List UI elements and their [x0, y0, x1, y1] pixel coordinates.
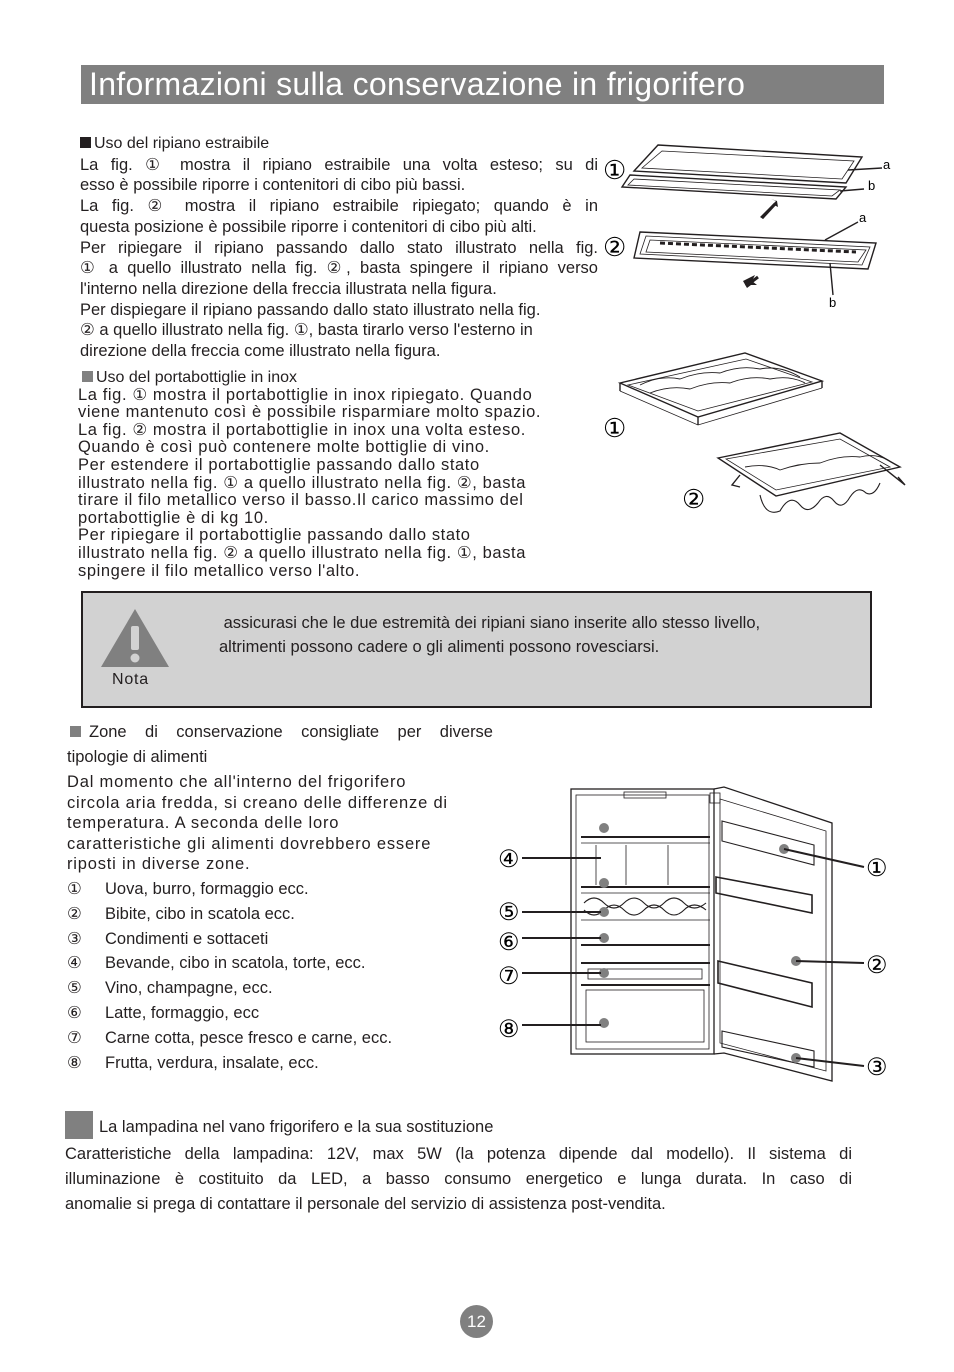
label-a: a: [859, 210, 867, 225]
page-number: 12: [460, 1305, 493, 1338]
zones-list: [67, 877, 392, 1075]
shelf-heading: Uso del ripiano estraibile: [80, 134, 598, 155]
page-title: Informazioni sulla conservazione in frigorifero: [89, 66, 746, 102]
fig1-label: ①: [603, 156, 627, 186]
shelf-text-line: ② a quello illustrato nella fig. ①, basta tirarlo verso l'esterno in: [80, 321, 533, 340]
zone-label-7: ⑦: [498, 962, 520, 990]
lamp-text-line: illuminazione è costituito da LED, a basso consumo energetico e lunga durata. In caso di: [65, 1170, 852, 1188]
bottle-text-line: La fig. ① mostra il portabottiglie in inox ripiegato. Quando: [78, 385, 533, 404]
zones-intro-line: circola aria fredda, si creano delle differenze di: [67, 793, 448, 812]
bottle-heading: Uso del portabottiglie in inox: [82, 369, 603, 387]
bottle-rack-figure: [600, 345, 910, 530]
list-item: ③ Condimenti e sottaceti: [67, 929, 269, 948]
bullet-square-icon: [70, 726, 81, 737]
zones-intro-line: riposti in diverse zone.: [67, 855, 251, 873]
bottle-text-line: La fig. ② mostra il portabottiglie in inox una volta esteso.: [78, 420, 526, 439]
shelf-text-line: Per ripiegare il ripiano passando dallo stato illustrato nella fig.: [80, 238, 598, 257]
zone-label-1: ①: [866, 854, 888, 882]
bottle-text-line: illustrato nella fig. ① a quello illustrato nella fig. ②, basta: [78, 473, 527, 492]
zone-label-5: ⑤: [498, 898, 520, 926]
bottle-text-line: portabottiglie è di kg 10.: [78, 508, 269, 527]
label-b: b: [868, 178, 876, 193]
zones-intro-line: Dal momento che all'interno del frigorifero: [67, 773, 407, 791]
shelf-text-line: direzione della freccia come illustrato nella figura.: [80, 342, 441, 361]
bottle-text-line: Per estendere il portabottiglie passando dallo stato: [78, 455, 480, 474]
bottle-text-line: spingere il filo metallico verso l'alto.: [78, 561, 361, 580]
fig2-label: ②: [682, 485, 706, 515]
zones-section: [67, 720, 493, 875]
list-item: ① Uova, burro, formaggio ecc.: [67, 880, 309, 898]
list-item: ② Bibite, cibo in scatola ecc.: [67, 904, 295, 923]
lamp-text-line: anomalie si prega di contattare il personale del servizio di assistenza post-vendita.: [65, 1195, 666, 1213]
note-label: Nota: [112, 671, 149, 688]
note-line: altrimenti possono cadere o gli alimenti possono rovesciarsi.: [219, 638, 660, 656]
note-text: [219, 611, 760, 659]
zone-label-4: ④: [498, 845, 520, 873]
bottle-text-line: Per ripiegare il portabottiglie passando dallo stato: [78, 526, 471, 545]
bullet-square-icon: [80, 137, 91, 148]
shelf-text-line: Per dispiegare il ripiano passando dallo stato illustrato nella fig.: [80, 300, 541, 319]
fig2-label: ②: [603, 233, 627, 263]
bullet-square-icon: [65, 1111, 93, 1139]
lamp-text-line: Caratteristiche della lampadina: 12V, max 5W (la potenza dipende dal modello). Il sistema di: [65, 1145, 852, 1163]
shelf-figure: [600, 135, 900, 315]
bottle-text-line: viene mantenuto così è possibile risparmiare molto spazio.: [78, 403, 542, 422]
zones-intro-line: caratteristiche gli alimenti dovrebbero essere: [67, 834, 432, 853]
shelf-text-line: La fig. ② mostra il ripiano estraibile ripiegato; quando è in: [80, 197, 598, 216]
list-item: ⑦ Carne cotta, pesce fresco e carne, ecc.: [67, 1028, 393, 1047]
lamp-section: [65, 1111, 852, 1217]
bottle-text-line: Quando è così può contenere molte bottiglie di vino.: [78, 438, 490, 457]
zone-label-8: ⑧: [498, 1015, 520, 1043]
zones-heading-line2: tipologie di alimenti: [67, 748, 208, 766]
bottle-text-line: illustrato nella fig. ② a quello illustrato nella fig. ①, basta: [78, 543, 527, 562]
bullet-square-icon: [82, 371, 93, 382]
zone-label-2: ②: [866, 951, 888, 979]
zone-label-6: ⑥: [498, 928, 520, 956]
note-box: [81, 591, 872, 708]
zones-heading: Zone di conservazione consigliate per diverse: [67, 720, 493, 745]
bottle-text-line: tirare il filo metallico verso il basso.Il carico massimo del: [78, 491, 524, 510]
note-line: assicurasi che le due estremità dei ripiani siano inserite allo stesso livello,: [219, 614, 761, 632]
list-item: ⑧ Frutta, verdura, insalate, ecc.: [67, 1053, 319, 1072]
shelf-text-line: ① a quello illustrato nella fig. ②, basta spingere il ripiano verso: [80, 259, 598, 278]
shelf-text-line: esso è possibile riporre i contenitori di cibo più bassi.: [80, 176, 466, 195]
label-b: b: [829, 295, 837, 310]
page-title-bar: [81, 65, 884, 104]
fig1-label: ①: [603, 414, 627, 444]
shelf-text-line: questa posizione è possibile riporre i contenitori di cibo più alti.: [80, 217, 537, 236]
list-item: ⑤ Vino, champagne, ecc.: [67, 979, 273, 998]
zone-label-3: ③: [866, 1053, 888, 1081]
fridge-zones-diagram: [496, 785, 896, 1085]
lamp-heading: La lampadina nel vano frigorifero e la sua sostituzione: [65, 1111, 852, 1142]
bottle-section: [78, 369, 603, 580]
shelf-text-line: La fig. ① mostra il ripiano estraibile una volta esteso; su di: [80, 155, 598, 174]
zones-intro-line: temperatura. A seconda delle loro: [67, 814, 340, 832]
list-item: ④ Bevande, cibo in scatola, torte, ecc.: [67, 954, 366, 973]
label-a: a: [883, 157, 891, 172]
warning-triangle-icon: [99, 607, 171, 669]
shelf-text-line: l'interno nella direzione della freccia illustrata nella figura.: [80, 279, 497, 298]
list-item: ⑥ Latte, formaggio, ecc: [67, 1003, 260, 1022]
shelf-section: [80, 134, 598, 362]
